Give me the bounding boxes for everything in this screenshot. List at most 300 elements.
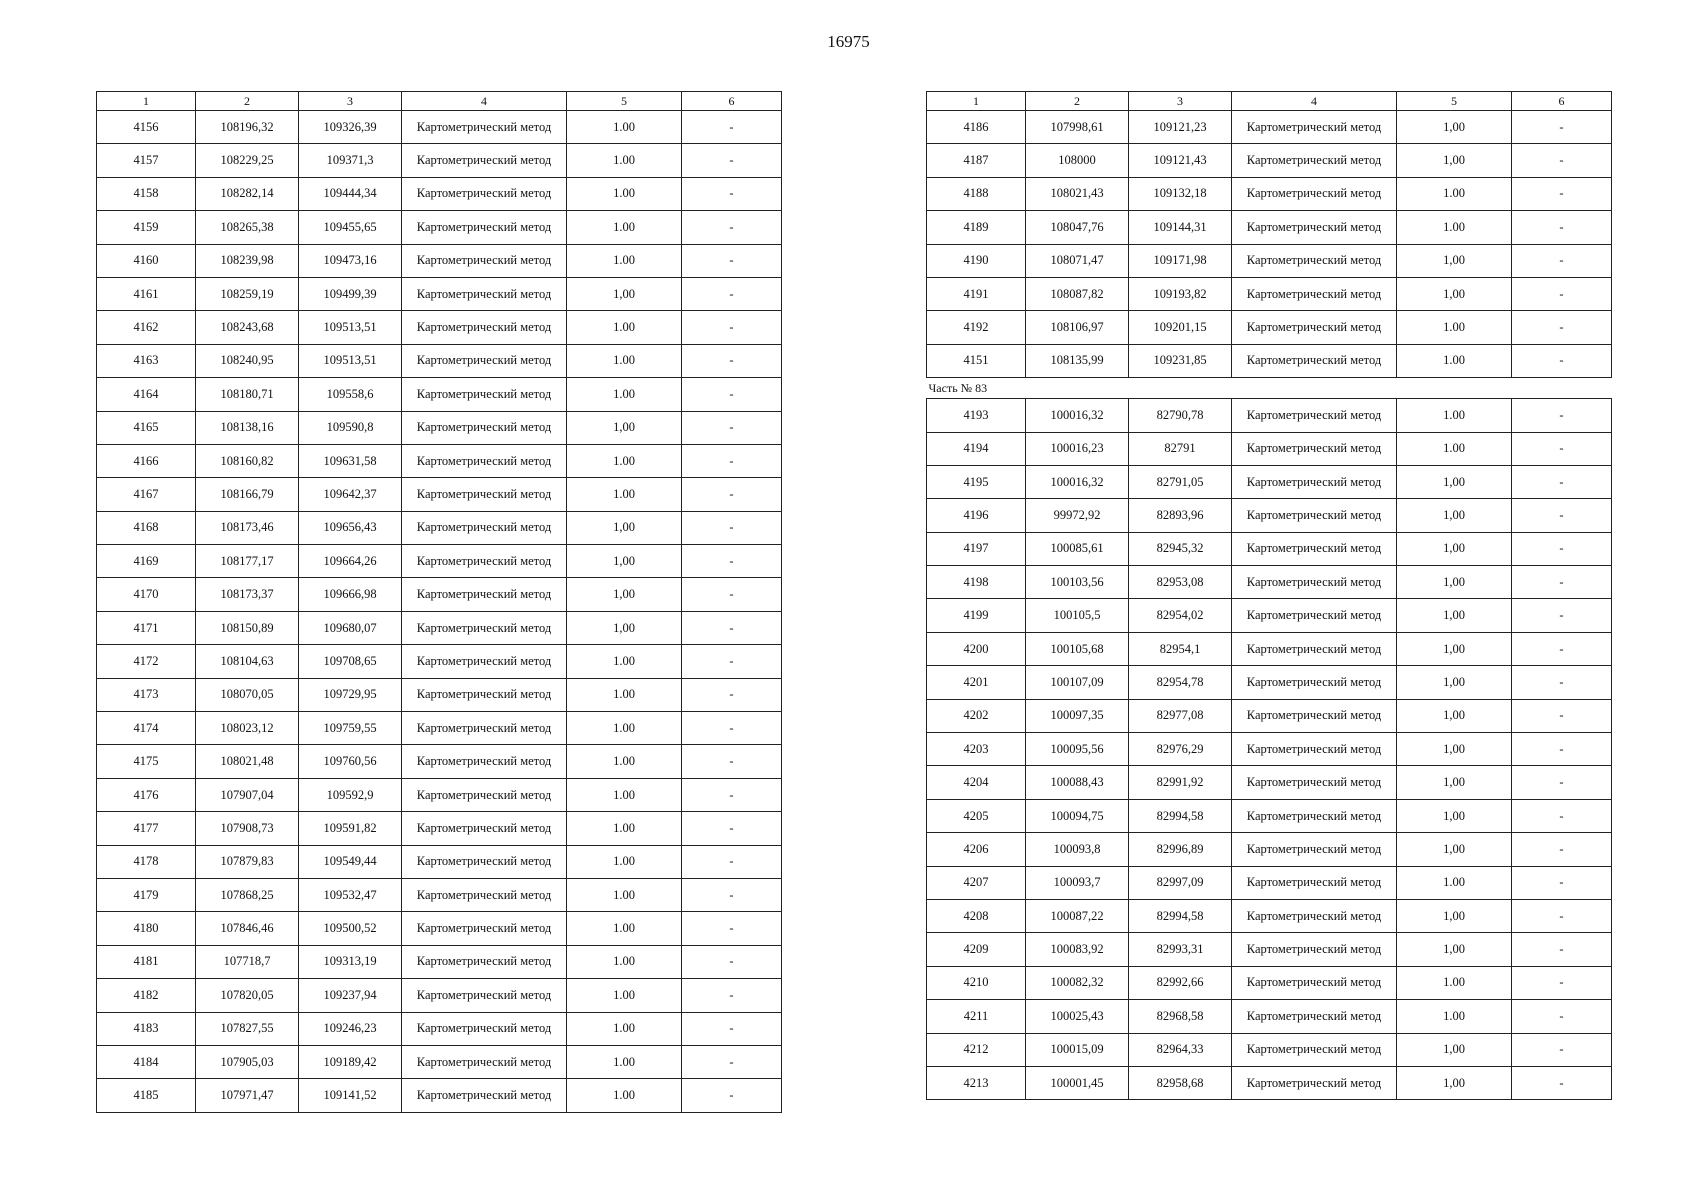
method-cell: Картометрический метод [402,1012,567,1045]
note-cell: - [1512,1033,1612,1066]
point-number-cell: 4180 [97,912,196,945]
column-header: 1 [927,92,1026,111]
x-coordinate-cell: 108106,97 [1026,311,1129,344]
table-row [927,465,1612,498]
method-cell: Картометрический метод [1232,966,1397,999]
y-coordinate-cell: 109500,52 [299,912,402,945]
method-cell: Картометрический метод [1232,666,1397,699]
x-coordinate-cell: 100016,32 [1026,465,1129,498]
x-coordinate-cell: 107846,46 [196,912,299,945]
note-cell: - [1512,177,1612,210]
method-cell: Картометрический метод [1232,1066,1397,1099]
y-coordinate-cell: 109631,58 [299,444,402,477]
accuracy-cell: 1,00 [1397,144,1512,177]
note-cell: - [1512,465,1612,498]
accuracy-cell: 1,00 [1397,599,1512,632]
accuracy-cell: 1.00 [1397,966,1512,999]
y-coordinate-cell: 82790,78 [1129,399,1232,432]
table-row [97,1045,782,1078]
point-number-cell: 4184 [97,1045,196,1078]
point-number-cell: 4179 [97,878,196,911]
table-row [927,1066,1612,1099]
method-cell: Картометрический метод [1232,211,1397,244]
x-coordinate-cell: 100093,7 [1026,866,1129,899]
y-coordinate-cell: 82791 [1129,432,1232,465]
x-coordinate-cell: 100097,35 [1026,699,1129,732]
note-cell: - [1512,599,1612,632]
x-coordinate-cell: 108087,82 [1026,277,1129,310]
table-row [97,277,782,310]
x-coordinate-cell: 100094,75 [1026,799,1129,832]
point-number-cell: 4197 [927,532,1026,565]
point-number-cell: 4198 [927,566,1026,599]
table-row [97,478,782,511]
method-cell: Картометрический метод [1232,177,1397,210]
table-row [97,244,782,277]
table-row [97,712,782,745]
note-cell: - [682,812,782,845]
table-row [927,966,1612,999]
method-cell: Картометрический метод [402,812,567,845]
x-coordinate-cell: 108000 [1026,144,1129,177]
note-cell: - [1512,766,1612,799]
point-number-cell: 4206 [927,833,1026,866]
column-header: 2 [1026,92,1129,111]
x-coordinate-cell: 107868,25 [196,878,299,911]
note-cell: - [1512,866,1612,899]
accuracy-cell: 1,00 [1397,111,1512,144]
column-header: 3 [1129,92,1232,111]
y-coordinate-cell: 109532,47 [299,878,402,911]
method-cell: Картометрический метод [1232,344,1397,377]
note-cell: - [1512,277,1612,310]
point-number-cell: 4158 [97,177,196,210]
accuracy-cell: 1,00 [567,578,682,611]
table-row [97,1079,782,1112]
y-coordinate-cell: 109237,94 [299,979,402,1012]
column-header: 2 [196,92,299,111]
accuracy-cell: 1.00 [1397,1000,1512,1033]
x-coordinate-cell: 108021,43 [1026,177,1129,210]
table-row [927,566,1612,599]
point-number-cell: 4210 [927,966,1026,999]
accuracy-cell: 1,00 [1397,1033,1512,1066]
table-row [97,845,782,878]
note-cell: - [682,878,782,911]
point-number-cell: 4203 [927,733,1026,766]
note-cell: - [1512,211,1612,244]
note-cell: - [1512,144,1612,177]
x-coordinate-cell: 107908,73 [196,812,299,845]
table-row [927,1000,1612,1033]
y-coordinate-cell: 109760,56 [299,745,402,778]
x-coordinate-cell: 107718,7 [196,945,299,978]
method-cell: Картометрический метод [402,311,567,344]
table-row [97,177,782,210]
note-cell: - [682,511,782,544]
table-row [927,799,1612,832]
y-coordinate-cell: 82953,08 [1129,566,1232,599]
method-cell: Картометрический метод [402,778,567,811]
table-row [927,532,1612,565]
column-header: 4 [1232,92,1397,111]
x-coordinate-cell: 100025,43 [1026,1000,1129,1033]
note-cell: - [682,444,782,477]
note-cell: - [1512,833,1612,866]
table-row [97,511,782,544]
y-coordinate-cell: 109680,07 [299,611,402,644]
y-coordinate-cell: 82991,92 [1129,766,1232,799]
y-coordinate-cell: 109246,23 [299,1012,402,1045]
point-number-cell: 4173 [97,678,196,711]
accuracy-cell: 1.00 [567,745,682,778]
y-coordinate-cell: 82992,66 [1129,966,1232,999]
point-number-cell: 4189 [927,211,1026,244]
point-number-cell: 4193 [927,399,1026,432]
note-cell: - [1512,399,1612,432]
accuracy-cell: 1.00 [1397,866,1512,899]
point-number-cell: 4208 [927,899,1026,932]
note-cell: - [682,144,782,177]
accuracy-cell: 1,00 [1397,532,1512,565]
table-row [927,933,1612,966]
table-header-row [97,92,782,111]
method-cell: Картометрический метод [1232,465,1397,498]
table-row [927,177,1612,210]
y-coordinate-cell: 109656,43 [299,511,402,544]
accuracy-cell: 1.00 [567,378,682,411]
table-row [927,666,1612,699]
accuracy-cell: 1.00 [567,878,682,911]
point-number-cell: 4166 [97,444,196,477]
x-coordinate-cell: 108173,46 [196,511,299,544]
method-cell: Картометрический метод [402,444,567,477]
x-coordinate-cell: 108166,79 [196,478,299,511]
point-number-cell: 4174 [97,712,196,745]
note-cell: - [682,845,782,878]
x-coordinate-cell: 100087,22 [1026,899,1129,932]
note-cell: - [1512,699,1612,732]
note-cell: - [1512,933,1612,966]
method-cell: Картометрический метод [1232,111,1397,144]
y-coordinate-cell: 82994,58 [1129,799,1232,832]
note-cell: - [682,344,782,377]
x-coordinate-cell: 100095,56 [1026,733,1129,766]
point-number-cell: 4187 [927,144,1026,177]
method-cell: Картометрический метод [402,211,567,244]
note-cell: - [682,478,782,511]
point-number-cell: 4212 [927,1033,1026,1066]
note-cell: - [682,745,782,778]
table-row [927,599,1612,632]
table-row [927,111,1612,144]
note-cell: - [1512,799,1612,832]
method-cell: Картометрический метод [1232,632,1397,665]
note-cell: - [682,645,782,678]
accuracy-cell: 1,00 [1397,277,1512,310]
table-row [97,979,782,1012]
x-coordinate-cell: 100093,8 [1026,833,1129,866]
y-coordinate-cell: 82997,09 [1129,866,1232,899]
x-coordinate-cell: 107998,61 [1026,111,1129,144]
x-coordinate-cell: 108259,19 [196,277,299,310]
table-row [97,111,782,144]
x-coordinate-cell: 108104,63 [196,645,299,678]
y-coordinate-cell: 109708,65 [299,645,402,678]
y-coordinate-cell: 82968,58 [1129,1000,1232,1033]
accuracy-cell: 1,00 [1397,699,1512,732]
x-coordinate-cell: 99972,92 [1026,499,1129,532]
table-row [927,499,1612,532]
accuracy-cell: 1.00 [567,1012,682,1045]
y-coordinate-cell: 82993,31 [1129,933,1232,966]
y-coordinate-cell: 109473,16 [299,244,402,277]
accuracy-cell: 1.00 [567,645,682,678]
table-row [927,866,1612,899]
point-number-cell: 4170 [97,578,196,611]
point-number-cell: 4185 [97,1079,196,1112]
accuracy-cell: 1.00 [1397,177,1512,210]
accuracy-cell: 1,00 [1397,1066,1512,1099]
y-coordinate-cell: 82976,29 [1129,733,1232,766]
table-row [97,545,782,578]
method-cell: Картометрический метод [402,177,567,210]
point-number-cell: 4191 [927,277,1026,310]
x-coordinate-cell: 100016,32 [1026,399,1129,432]
note-cell: - [682,611,782,644]
method-cell: Картометрический метод [402,378,567,411]
x-coordinate-cell: 108265,38 [196,211,299,244]
table-row [927,632,1612,665]
y-coordinate-cell: 82964,33 [1129,1033,1232,1066]
note-cell: - [682,545,782,578]
accuracy-cell: 1.00 [567,344,682,377]
point-number-cell: 4169 [97,545,196,578]
x-coordinate-cell: 108239,98 [196,244,299,277]
method-cell: Картометрический метод [402,678,567,711]
y-coordinate-cell: 109313,19 [299,945,402,978]
table-row [927,311,1612,344]
x-coordinate-cell: 107820,05 [196,979,299,1012]
method-cell: Картометрический метод [402,144,567,177]
y-coordinate-cell: 109189,42 [299,1045,402,1078]
point-number-cell: 4167 [97,478,196,511]
note-cell: - [682,1012,782,1045]
y-coordinate-cell: 109121,23 [1129,111,1232,144]
accuracy-cell: 1,00 [567,511,682,544]
point-number-cell: 4205 [927,799,1026,832]
accuracy-cell: 1.00 [567,678,682,711]
y-coordinate-cell: 109549,44 [299,845,402,878]
accuracy-cell: 1.00 [567,812,682,845]
point-number-cell: 4211 [927,1000,1026,1033]
x-coordinate-cell: 100083,92 [1026,933,1129,966]
y-coordinate-cell: 109499,39 [299,277,402,310]
x-coordinate-cell: 108177,17 [196,545,299,578]
x-coordinate-cell: 100107,09 [1026,666,1129,699]
y-coordinate-cell: 109513,51 [299,311,402,344]
y-coordinate-cell: 82996,89 [1129,833,1232,866]
y-coordinate-cell: 109171,98 [1129,244,1232,277]
x-coordinate-cell: 108243,68 [196,311,299,344]
table-row [927,244,1612,277]
point-number-cell: 4156 [97,111,196,144]
accuracy-cell: 1.00 [567,478,682,511]
x-coordinate-cell: 107879,83 [196,845,299,878]
accuracy-cell: 1,00 [567,277,682,310]
x-coordinate-cell: 108023,12 [196,712,299,745]
point-number-cell: 4163 [97,344,196,377]
x-coordinate-cell: 100105,5 [1026,599,1129,632]
accuracy-cell: 1.00 [567,244,682,277]
y-coordinate-cell: 109664,26 [299,545,402,578]
accuracy-cell: 1.00 [567,979,682,1012]
column-header: 6 [682,92,782,111]
method-cell: Картометрический метод [402,511,567,544]
method-cell: Картометрический метод [1232,899,1397,932]
accuracy-cell: 1.00 [567,845,682,878]
x-coordinate-cell: 108047,76 [1026,211,1129,244]
note-cell: - [1512,499,1612,532]
y-coordinate-cell: 109642,37 [299,478,402,511]
column-header: 5 [1397,92,1512,111]
accuracy-cell: 1,00 [1397,766,1512,799]
point-number-cell: 4213 [927,1066,1026,1099]
x-coordinate-cell: 108240,95 [196,344,299,377]
note-cell: - [1512,344,1612,377]
point-number-cell: 4175 [97,745,196,778]
point-number-cell: 4207 [927,866,1026,899]
point-number-cell: 4200 [927,632,1026,665]
accuracy-cell: 1.00 [1397,432,1512,465]
table-row [927,144,1612,177]
point-number-cell: 4204 [927,766,1026,799]
accuracy-cell: 1,00 [1397,566,1512,599]
note-cell: - [682,912,782,945]
method-cell: Картометрический метод [1232,799,1397,832]
note-cell: - [682,979,782,1012]
y-coordinate-cell: 109231,85 [1129,344,1232,377]
table-row [927,432,1612,465]
method-cell: Картометрический метод [402,277,567,310]
y-coordinate-cell: 82954,1 [1129,632,1232,665]
column-header: 4 [402,92,567,111]
x-coordinate-cell: 100085,61 [1026,532,1129,565]
note-cell: - [1512,111,1612,144]
y-coordinate-cell: 82977,08 [1129,699,1232,732]
point-number-cell: 4183 [97,1012,196,1045]
y-coordinate-cell: 109121,43 [1129,144,1232,177]
x-coordinate-cell: 108021,48 [196,745,299,778]
y-coordinate-cell: 109371,3 [299,144,402,177]
y-coordinate-cell: 109444,34 [299,177,402,210]
point-number-cell: 4151 [927,344,1026,377]
accuracy-cell: 1,00 [1397,799,1512,832]
note-cell: - [682,411,782,444]
note-cell: - [682,311,782,344]
x-coordinate-cell: 107905,03 [196,1045,299,1078]
y-coordinate-cell: 109759,55 [299,712,402,745]
table-row [97,144,782,177]
note-cell: - [1512,432,1612,465]
accuracy-cell: 1,00 [567,611,682,644]
method-cell: Картометрический метод [402,712,567,745]
y-coordinate-cell: 109141,52 [299,1079,402,1112]
method-cell: Картометрический метод [1232,566,1397,599]
point-number-cell: 4186 [927,111,1026,144]
accuracy-cell: 1.00 [567,945,682,978]
note-cell: - [682,211,782,244]
point-number-cell: 4192 [927,311,1026,344]
note-cell: - [1512,532,1612,565]
accuracy-cell: 1,00 [1397,899,1512,932]
method-cell: Картометрический метод [402,411,567,444]
point-number-cell: 4177 [97,812,196,845]
method-cell: Картометрический метод [1232,833,1397,866]
accuracy-cell: 1.00 [567,1079,682,1112]
point-number-cell: 4161 [97,277,196,310]
y-coordinate-cell: 109729,95 [299,678,402,711]
table-row [97,578,782,611]
y-coordinate-cell: 109326,39 [299,111,402,144]
table-row [97,344,782,377]
method-cell: Картометрический метод [1232,499,1397,532]
method-cell: Картометрический метод [1232,399,1397,432]
note-cell: - [682,277,782,310]
point-number-cell: 4188 [927,177,1026,210]
x-coordinate-cell: 100088,43 [1026,766,1129,799]
accuracy-cell: 1.00 [567,311,682,344]
method-cell: Картометрический метод [1232,144,1397,177]
table-row [97,812,782,845]
accuracy-cell: 1.00 [567,712,682,745]
note-cell: - [1512,632,1612,665]
table-row [927,277,1612,310]
note-cell: - [1512,244,1612,277]
point-number-cell: 4178 [97,845,196,878]
y-coordinate-cell: 109666,98 [299,578,402,611]
method-cell: Картометрический метод [1232,699,1397,732]
x-coordinate-cell: 100001,45 [1026,1066,1129,1099]
column-header: 5 [567,92,682,111]
method-cell: Картометрический метод [402,111,567,144]
method-cell: Картометрический метод [1232,1033,1397,1066]
table-row [927,733,1612,766]
accuracy-cell: 1.00 [1397,399,1512,432]
y-coordinate-cell: 82791,05 [1129,465,1232,498]
y-coordinate-cell: 109590,8 [299,411,402,444]
x-coordinate-cell: 108180,71 [196,378,299,411]
note-cell: - [1512,666,1612,699]
table-row [97,945,782,978]
table-row [97,878,782,911]
method-cell: Картометрический метод [402,645,567,678]
table-row [97,778,782,811]
x-coordinate-cell: 100015,09 [1026,1033,1129,1066]
accuracy-cell: 1,00 [1397,833,1512,866]
method-cell: Картометрический метод [1232,599,1397,632]
method-cell: Картометрический метод [1232,933,1397,966]
method-cell: Картометрический метод [402,1079,567,1112]
note-cell: - [682,1079,782,1112]
accuracy-cell: 1.00 [567,778,682,811]
method-cell: Картометрический метод [402,545,567,578]
method-cell: Картометрический метод [1232,244,1397,277]
method-cell: Картометрический метод [1232,866,1397,899]
table-row [97,1012,782,1045]
x-coordinate-cell: 108070,05 [196,678,299,711]
accuracy-cell: 1.00 [567,444,682,477]
